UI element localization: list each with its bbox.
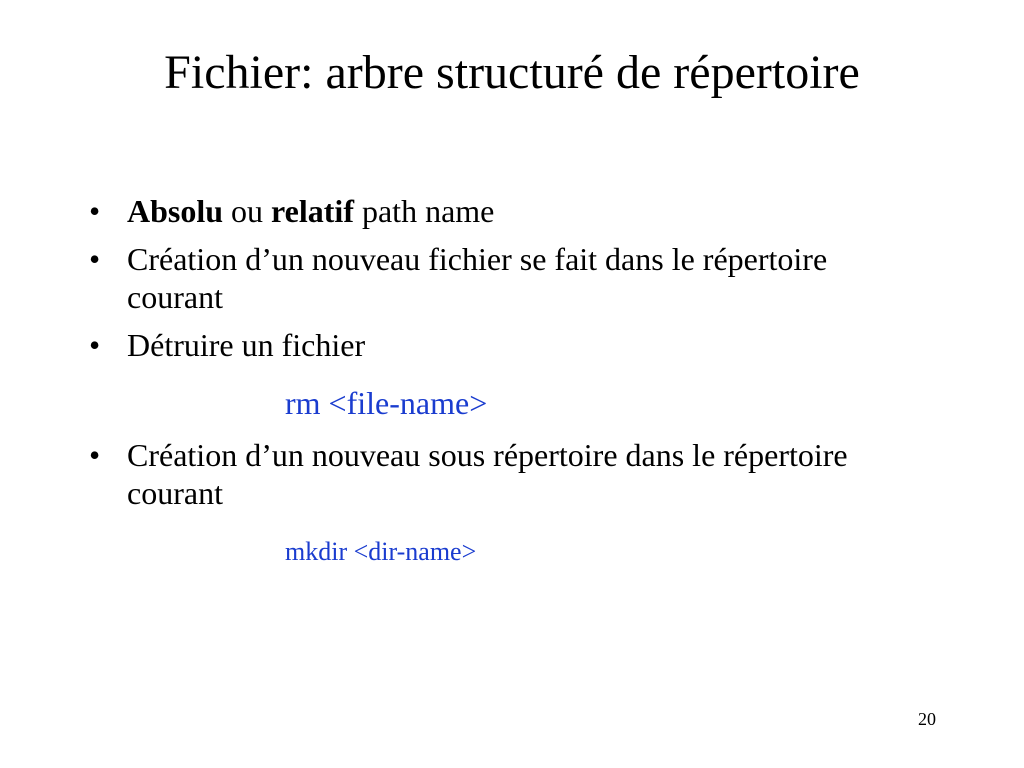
bullet-marker: • <box>89 437 101 473</box>
bullet-list <box>89 192 889 374</box>
bullet-list-continued <box>89 436 889 522</box>
bullet-text: Création d’un nouveau fichier se fait dans le répertoire courant <box>127 241 828 315</box>
command-block-rm <box>89 384 889 434</box>
command-block-mkdir <box>89 535 889 569</box>
bullet-item-create-directory <box>89 436 889 512</box>
path-name-text: path name <box>353 193 495 229</box>
bullet-marker: • <box>89 241 101 277</box>
command-rm: rm <file-name> <box>285 385 488 421</box>
command-mkdir: mkdir <dir-name> <box>285 537 477 566</box>
bullet-item-delete-file <box>89 326 889 364</box>
bullet-marker: • <box>89 193 101 229</box>
bullet-item-create-file <box>89 240 889 316</box>
page-number: 20 <box>918 709 936 729</box>
bullet-text: Création d’un nouveau sous répertoire dans le répertoire courant <box>127 437 848 511</box>
conjunction: ou <box>223 193 272 229</box>
bullet-item-path-name <box>89 192 889 230</box>
absolu-term: Absolu <box>127 193 224 229</box>
bullet-marker: • <box>89 327 101 363</box>
relatif-term: relatif <box>271 193 354 229</box>
bullet-text <box>127 193 494 229</box>
slide-title: Fichier: arbre structuré de répertoire <box>164 46 860 99</box>
bullet-text: Détruire un fichier <box>127 327 366 363</box>
